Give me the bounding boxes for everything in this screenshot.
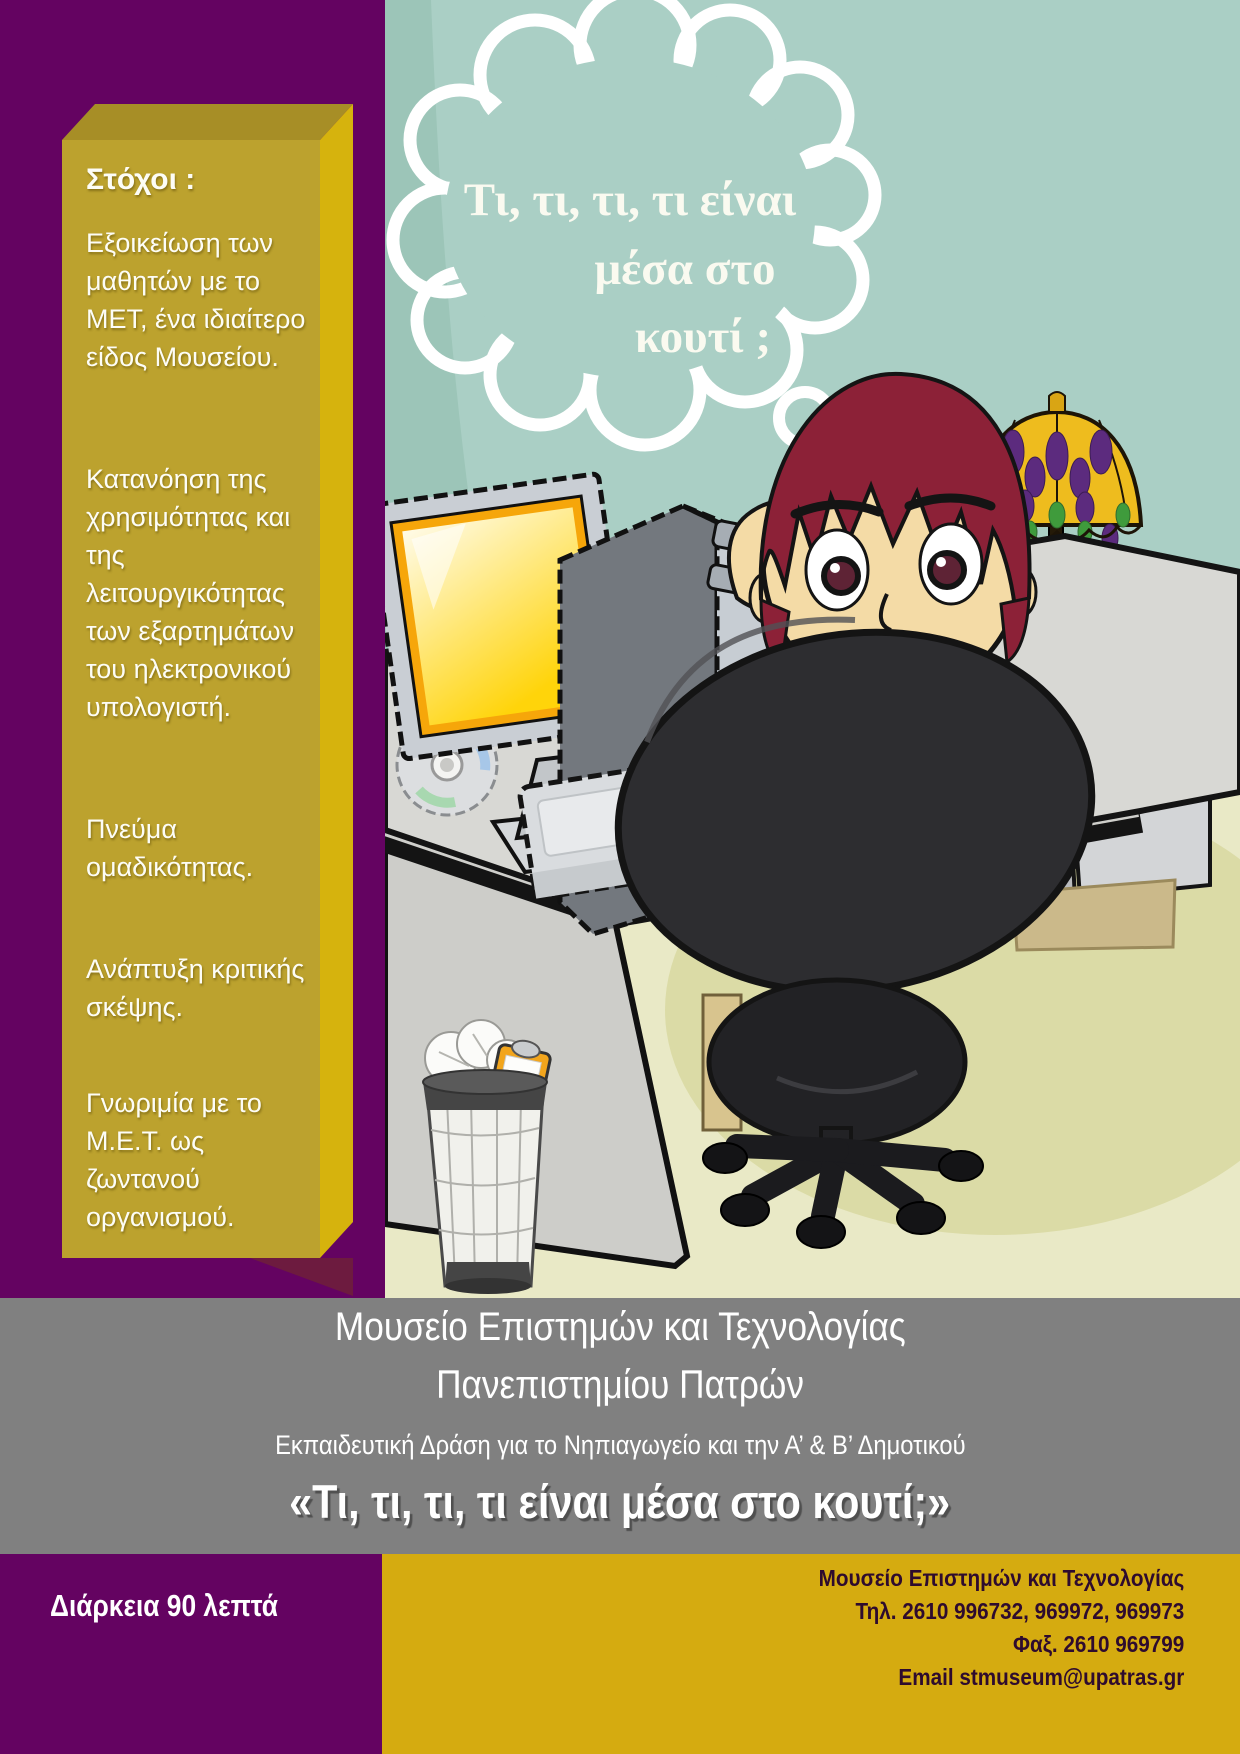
goals-box-fold <box>250 1258 353 1296</box>
footer-contact-block <box>382 1554 1240 1754</box>
footer-duration-block <box>0 1554 382 1754</box>
goal-item: Κατανόηση της χρησιμότητας και της λειτουργικότητας των εξαρτημάτων του ηλεκτρονικού υπολογιστή. <box>86 464 295 722</box>
goal-item: Γνωριμία με το Μ.Ε.Τ. ως ζωντανού οργανισμού. <box>86 1088 262 1232</box>
goals-box-face <box>62 140 320 1258</box>
goal-item: Πνεύμα ομαδικότητας. <box>86 814 254 882</box>
bubble-line-3: κουτί ; <box>634 311 772 363</box>
program-subtitle: Εκπαιδευτική Δράση για το Νηπιαγωγείο και την Α’ & Β’ Δημοτικού <box>274 1430 966 1460</box>
contact-fax: Φαξ. 2610 969799 <box>1012 1631 1184 1657</box>
duration-text: Διάρκεια 90 λεπτά <box>50 1588 278 1623</box>
bubble-line-1: Τι, τι, τι, τι είναι <box>463 174 797 226</box>
trash-can-icon <box>423 1020 553 1294</box>
bubble-line-2: μέσα στο <box>594 243 776 295</box>
title-band <box>0 1298 1240 1554</box>
goal-item: Ανάπτυξη κριτικής σκέψης. <box>86 954 305 1022</box>
scene-illustration <box>385 0 1240 1298</box>
museum-title-line2: Πανεπιστημίου Πατρών <box>436 1363 804 1407</box>
contact-tel: Τηλ. 2610 996732, 969972, 969973 <box>855 1598 1184 1624</box>
museum-title-line1: Μουσείο Επιστημών και Τεχνολογίας <box>334 1305 906 1349</box>
contact-name: Μουσείο Επιστημών και Τεχνολογίας <box>818 1565 1184 1591</box>
program-main-title: «Τι, τι, τι, τι είναι μέσα στο κουτί;» <box>289 1475 951 1528</box>
goals-box-top-bevel <box>62 104 353 140</box>
contact-email: Email stmuseum@upatras.gr <box>898 1664 1184 1690</box>
goals-box-right-bevel <box>320 104 353 1258</box>
contact-info <box>818 1562 1184 1694</box>
goals-heading: Στόχοι : <box>86 163 196 196</box>
footer <box>0 1554 1240 1754</box>
goal-item: Εξοικείωση των μαθητών με το ΜΕΤ, ένα ιδιαίτερο είδος Μουσείου. <box>86 228 306 372</box>
